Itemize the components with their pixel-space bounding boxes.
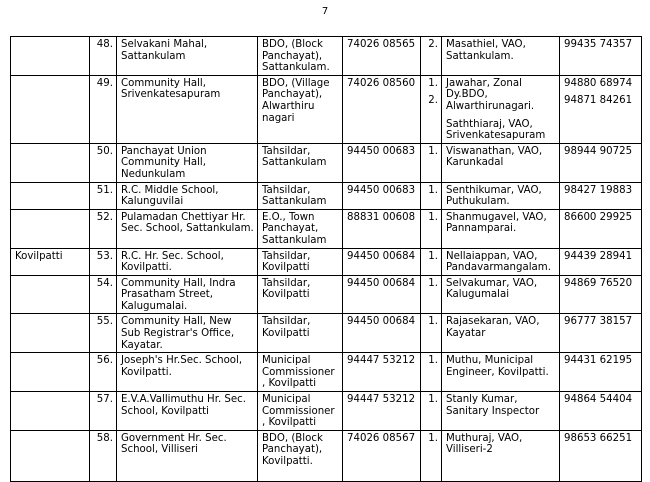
contact-name-cell bbox=[442, 430, 560, 481]
contact-name: Jawahar, Zonal Dy.BDO, Alwarthirunagari. bbox=[446, 77, 535, 112]
contact-index: 2. bbox=[428, 95, 438, 107]
contact-index: 1. bbox=[428, 394, 438, 406]
taluk-cell bbox=[11, 37, 90, 76]
serial-number-cell: 56. bbox=[90, 353, 117, 392]
officer-cell: BDO, (Village Panchayat), Alwarthiru nagari bbox=[258, 75, 343, 143]
contact-number-cell bbox=[421, 314, 442, 353]
contact-phone-cell bbox=[560, 182, 642, 209]
contact-phone: 99435 74357 bbox=[564, 39, 633, 50]
serial-number-cell: 58. bbox=[90, 430, 117, 481]
contact-phone: 96777 38157 bbox=[564, 316, 633, 328]
contact-name-cell bbox=[442, 353, 560, 392]
officer-cell: BDO, (Block Panchayat), Sattankulam. bbox=[258, 37, 343, 76]
serial-number-cell: 52. bbox=[90, 209, 117, 248]
contact-index: 1. bbox=[428, 211, 438, 223]
contact-phone: 94880 68974 bbox=[564, 77, 633, 89]
taluk-cell bbox=[11, 143, 90, 182]
table-row bbox=[11, 430, 642, 481]
contact-number-cell bbox=[421, 392, 442, 431]
location-cell: Community Hall, Srivenkatesapuram bbox=[117, 75, 258, 143]
taluk-cell bbox=[11, 314, 90, 353]
contact-number-cell bbox=[421, 75, 442, 143]
contact-phone-cell bbox=[560, 430, 642, 481]
officer-phone-cell: 94447 53212 bbox=[343, 392, 421, 431]
table-row bbox=[11, 209, 642, 248]
contact-name-cell bbox=[442, 248, 560, 275]
officer-phone-cell: 74026 08567 bbox=[343, 430, 421, 481]
table-body bbox=[11, 37, 642, 482]
location-cell: E.V.A.Vallimuthu Hr. Sec. School, Kovilpatti bbox=[117, 392, 258, 431]
contact-phone-cell bbox=[560, 275, 642, 314]
officer-phone-cell: 74026 08560 bbox=[343, 75, 421, 143]
officer-phone-cell: 94447 53212 bbox=[343, 353, 421, 392]
contact-name-cell bbox=[442, 209, 560, 248]
contact-phone: 94869 76520 bbox=[564, 277, 633, 289]
taluk-cell bbox=[11, 209, 90, 248]
contact-number-cell bbox=[421, 353, 442, 392]
contact-name-cell bbox=[442, 314, 560, 353]
contact-name-cell bbox=[442, 392, 560, 431]
taluk-cell bbox=[11, 392, 90, 431]
contact-name: Muthu, Municipal Engineer, Kovilpatti. bbox=[446, 355, 549, 378]
officer-phone-cell: 94450 00684 bbox=[343, 248, 421, 275]
contact-name: Shanmugavel, VAO, Pannamparai. bbox=[446, 211, 547, 235]
officer-phone-cell: 88831 00608 bbox=[343, 209, 421, 248]
location-cell: Government Hr. Sec. School, Villiseri bbox=[117, 430, 258, 481]
taluk-cell bbox=[11, 75, 90, 143]
officer-phone-cell: 94450 00684 bbox=[343, 314, 421, 353]
contact-index: 1. bbox=[428, 145, 438, 157]
officer-phone-cell: 94450 00684 bbox=[343, 275, 421, 314]
location-cell: Joseph's Hr.Sec. School, Kovilpatti. bbox=[117, 353, 258, 392]
contact-name-cell bbox=[442, 182, 560, 209]
officer-phone-cell: 74026 08565 bbox=[343, 37, 421, 76]
location-cell: Pulamadan Chettiyar Hr. Sec. School, Sattankulam. bbox=[117, 209, 258, 248]
contact-index: 1. bbox=[428, 184, 438, 196]
table-row bbox=[11, 75, 642, 143]
serial-number-cell: 50. bbox=[90, 143, 117, 182]
contact-name: Viswanathan, VAO, Karunkadal bbox=[446, 145, 543, 169]
contact-name-cell bbox=[442, 275, 560, 314]
officer-cell: Tahsildar, Sattankulam bbox=[258, 182, 343, 209]
contact-phone: 86600 29925 bbox=[564, 211, 633, 223]
serial-number-cell: 48. bbox=[90, 37, 117, 76]
contact-phone-cell bbox=[560, 75, 642, 143]
relief-centres-table bbox=[10, 36, 642, 482]
officer-cell: Tahsildar, Sattankulam bbox=[258, 143, 343, 182]
contact-name: Rajasekaran, VAO, Kayatar bbox=[446, 316, 540, 340]
contact-phone-cell bbox=[560, 248, 642, 275]
table-row bbox=[11, 392, 642, 431]
contact-name: Senthikumar, VAO, Puthukulam. bbox=[446, 184, 542, 208]
location-cell: R.C. Middle School, Kalunguvilai bbox=[117, 182, 258, 209]
contact-index: 2. bbox=[428, 39, 438, 50]
table-row bbox=[11, 37, 642, 76]
taluk-cell bbox=[11, 182, 90, 209]
serial-number-cell: 57. bbox=[90, 392, 117, 431]
contact-name-cell bbox=[442, 143, 560, 182]
taluk-cell: Kovilpatti bbox=[11, 248, 90, 275]
officer-cell: Tahsildar, Kovilpatti bbox=[258, 275, 343, 314]
contact-number-cell bbox=[421, 209, 442, 248]
table-row bbox=[11, 182, 642, 209]
location-cell: Selvakani Mahal, Sattankulam bbox=[117, 37, 258, 76]
taluk-cell bbox=[11, 430, 90, 481]
officer-cell: E.O., Town Panchayat, Sattankulam bbox=[258, 209, 343, 248]
contact-phone: 94864 54404 bbox=[564, 394, 633, 406]
contact-phone-cell bbox=[560, 392, 642, 431]
serial-number-cell: 54. bbox=[90, 275, 117, 314]
table-row bbox=[11, 314, 642, 353]
serial-number-cell: 51. bbox=[90, 182, 117, 209]
contact-number-cell bbox=[421, 37, 442, 76]
contact-name-cell bbox=[442, 75, 560, 143]
contact-number-cell bbox=[421, 182, 442, 209]
contact-number-cell bbox=[421, 430, 442, 481]
officer-cell: Municipal Commissioner , Kovilpatti bbox=[258, 392, 343, 431]
contact-index: 1. bbox=[428, 250, 438, 262]
contact-phone: 94871 84261 bbox=[564, 95, 633, 107]
contact-name-cell bbox=[442, 37, 560, 76]
contact-phone-cell bbox=[560, 37, 642, 76]
location-cell: Community Hall, New Sub Registrar's Office, Kayatar. bbox=[117, 314, 258, 353]
contact-phone: 94431 62195 bbox=[564, 355, 633, 367]
officer-cell: Tahsildar, Kovilpatti bbox=[258, 248, 343, 275]
contact-phone-cell bbox=[560, 209, 642, 248]
contact-name: Muthuraj, VAO, Villiseri-2 bbox=[446, 432, 523, 456]
contact-phone-cell bbox=[560, 143, 642, 182]
taluk-cell bbox=[11, 353, 90, 392]
table-row bbox=[11, 248, 642, 275]
officer-phone-cell: 94450 00683 bbox=[343, 143, 421, 182]
contact-index: 1. bbox=[428, 77, 438, 89]
officer-phone-cell: 94450 00683 bbox=[343, 182, 421, 209]
contact-name: Selvakumar, VAO, Kalugumalai bbox=[446, 277, 538, 301]
page-number: 7 bbox=[321, 6, 329, 17]
contact-phone: 94439 28941 bbox=[564, 250, 633, 262]
contact-number-cell bbox=[421, 275, 442, 314]
serial-number-cell: 55. bbox=[90, 314, 117, 353]
table-row bbox=[11, 275, 642, 314]
officer-cell: BDO, (Block Panchayat), Kovilpatti. bbox=[258, 430, 343, 481]
table-row bbox=[11, 143, 642, 182]
contact-name: Stanly Kumar, Sanitary Inspector bbox=[446, 394, 540, 417]
contact-index: 1. bbox=[428, 316, 438, 328]
location-cell: Community Hall, Indra Prasatham Street, Kalugumalai. bbox=[117, 275, 258, 314]
contact-index: 1. bbox=[428, 432, 438, 444]
location-cell: Panchayat Union Community Hall, Nedunkulam bbox=[117, 143, 258, 182]
contact-phone: 98944 90725 bbox=[564, 145, 633, 157]
contact-phone: 98653 66251 bbox=[564, 432, 633, 444]
officer-cell: Tahsildar, Kovilpatti bbox=[258, 314, 343, 353]
contact-index: 1. bbox=[428, 355, 438, 367]
serial-number-cell: 53. bbox=[90, 248, 117, 275]
contact-name: Saththiaraj, VAO, Srivenkatesapuram bbox=[446, 118, 546, 142]
contact-number-cell bbox=[421, 248, 442, 275]
taluk-cell bbox=[11, 275, 90, 314]
table-row bbox=[11, 353, 642, 392]
contact-phone: 98427 19883 bbox=[564, 184, 633, 196]
contact-phone-cell bbox=[560, 353, 642, 392]
serial-number-cell: 49. bbox=[90, 75, 117, 143]
contact-index: 1. bbox=[428, 277, 438, 289]
contact-number-cell bbox=[421, 143, 442, 182]
contact-name: Masathiel, VAO, Sattankulam. bbox=[446, 39, 526, 62]
contact-name: Nellaiappan, VAO, Pandavarmangalam. bbox=[446, 250, 551, 274]
location-cell: R.C. Hr. Sec. School, Kovilpatti. bbox=[117, 248, 258, 275]
contact-phone-cell bbox=[560, 314, 642, 353]
officer-cell: Municipal Commissioner , Kovilpatti bbox=[258, 353, 343, 392]
